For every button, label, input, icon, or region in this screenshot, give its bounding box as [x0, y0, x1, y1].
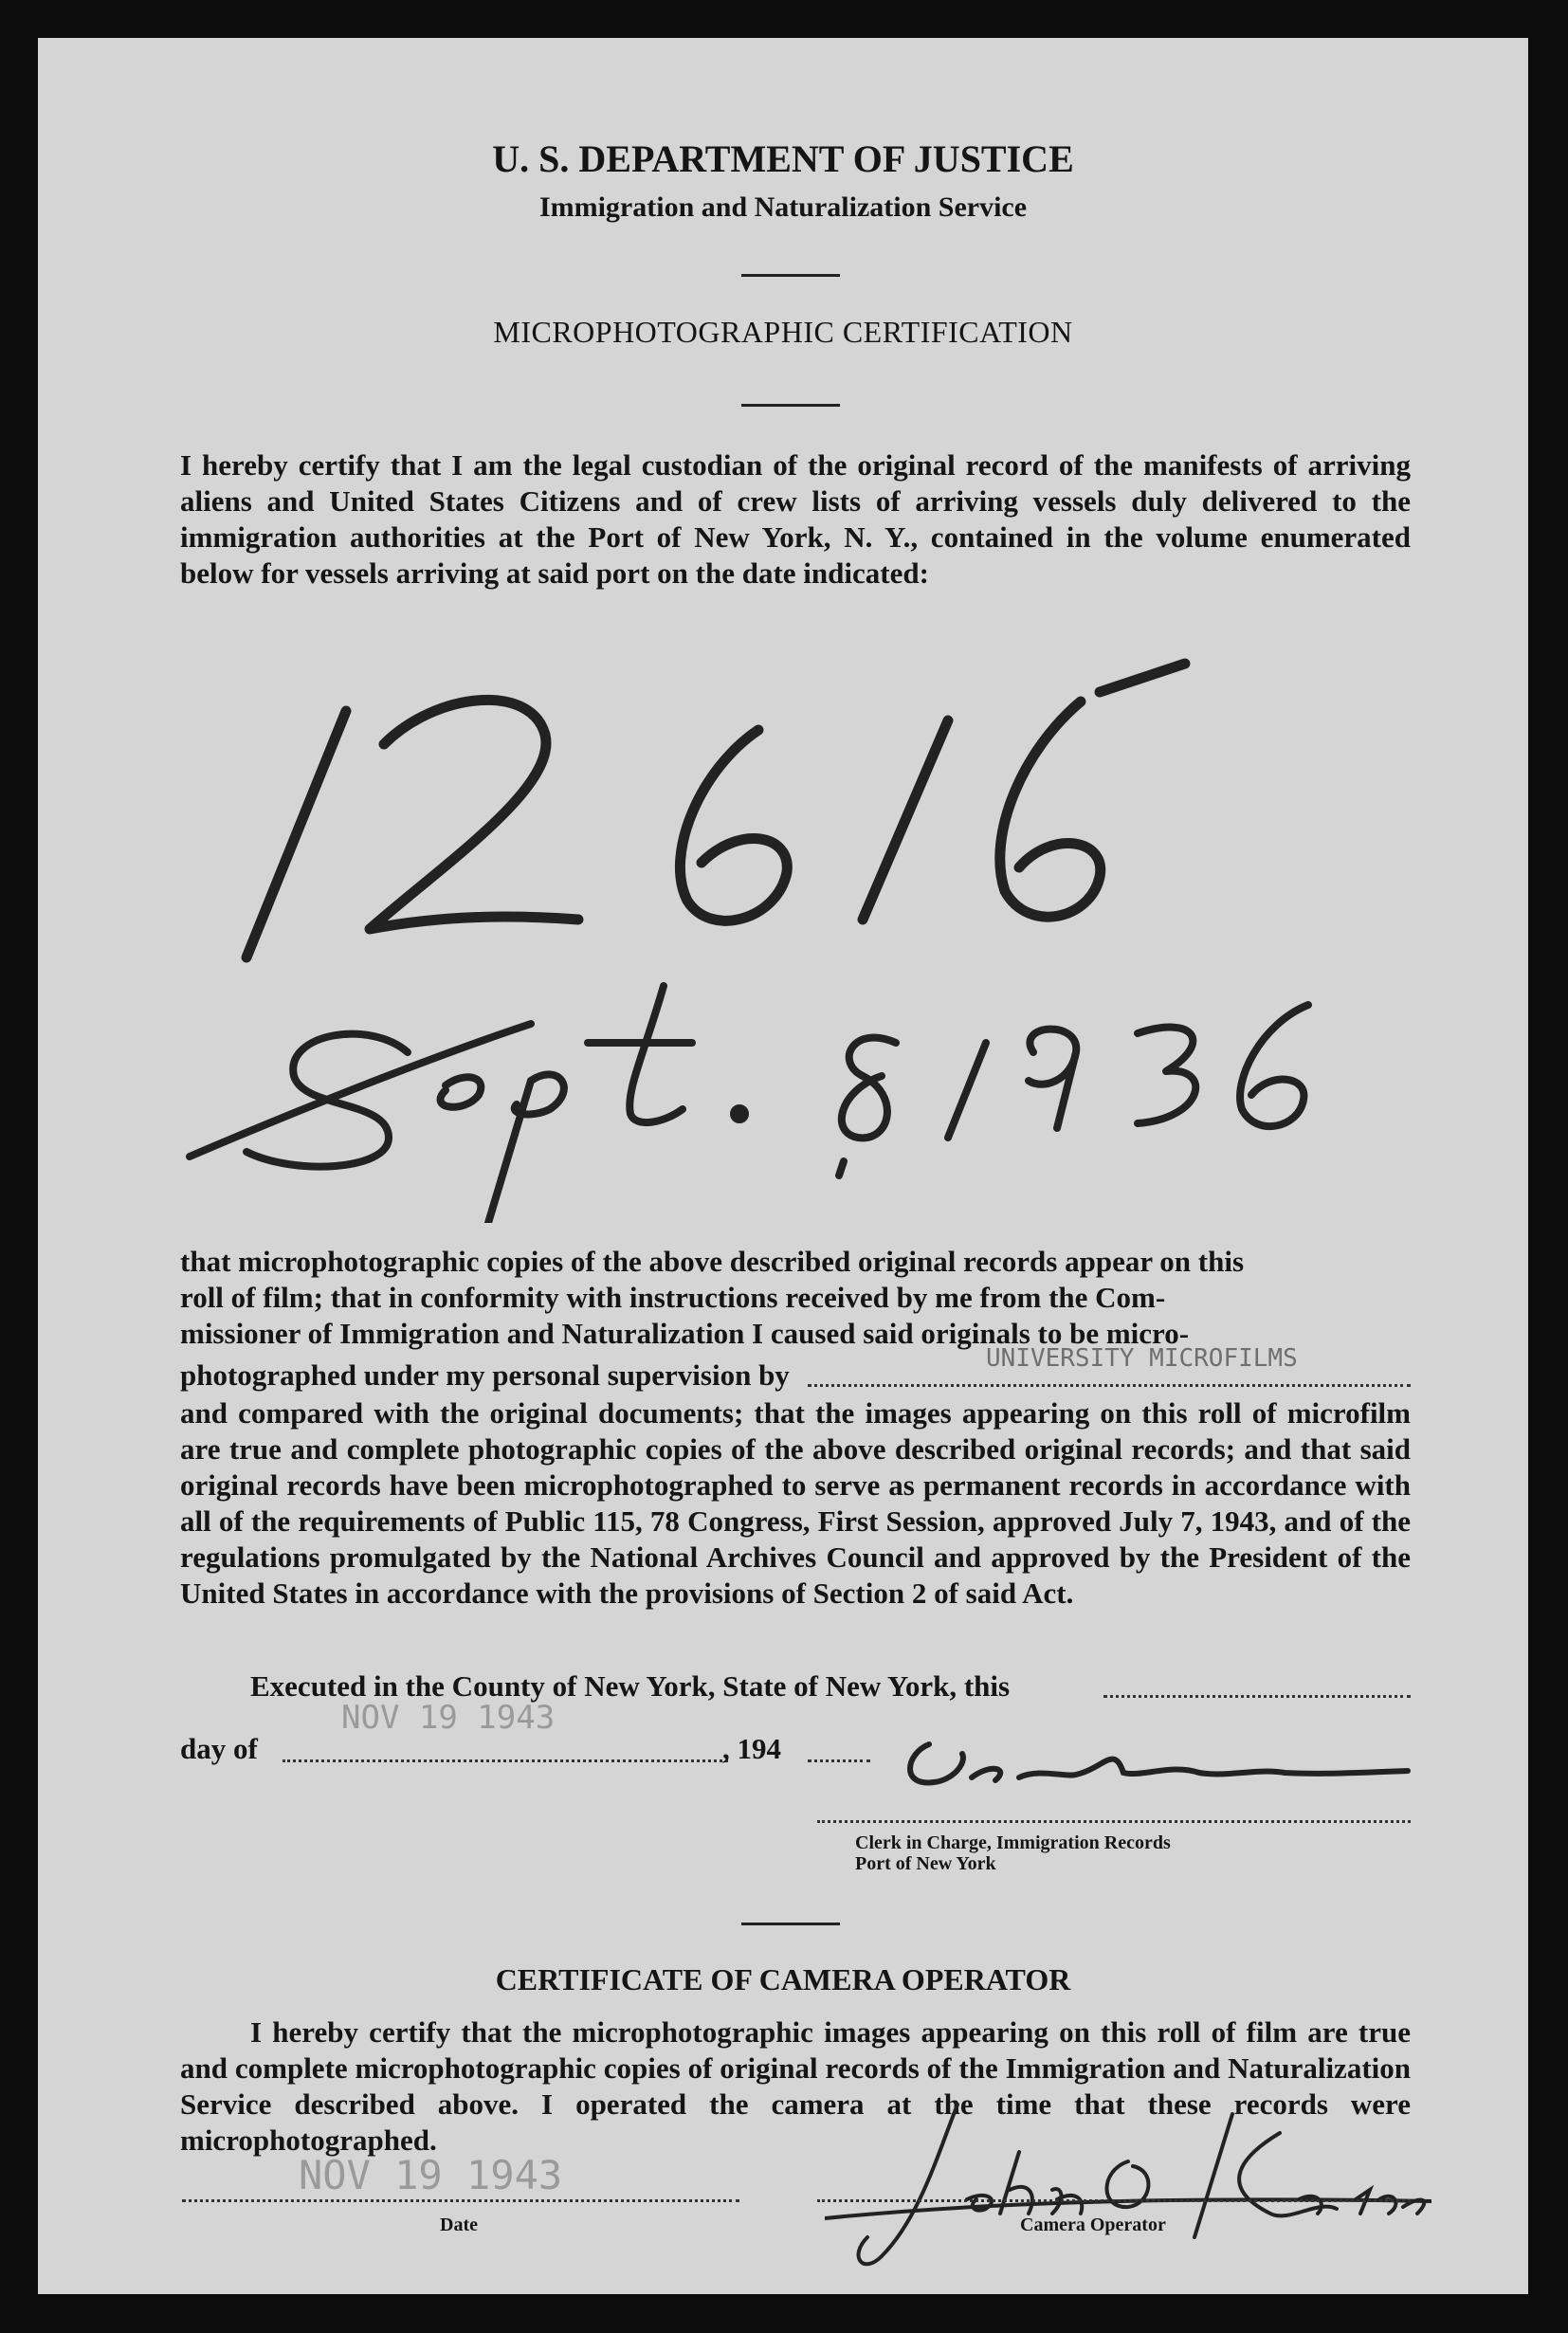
- supervisor-stamp: UNIVERSITY MICROFILMS: [986, 1344, 1298, 1373]
- clerk-signature: [886, 1725, 1417, 1801]
- supervisor-dotted-line: [808, 1384, 1411, 1387]
- camera-certificate-title: CERTIFICATE OF CAMERA OPERATOR: [495, 1962, 1071, 1996]
- day-dotted-line: [1103, 1695, 1411, 1698]
- camera-paragraph: I hereby certify that the microphotographic images appearing on this roll of film are true and complete microphotographic copies of original records of the Immigration and Naturalization Service described above. I operated the camera at the time that these records were microphotographed.: [180, 2015, 1411, 2157]
- department-title: U. S. DEPARTMENT OF JUSTICE: [492, 137, 1074, 180]
- clerk-signature-line: [817, 1820, 1411, 1823]
- body-line-1: that microphotographic copies of the above described original records appear on this: [180, 1245, 1245, 1278]
- clerk-office: Port of New York: [855, 1853, 996, 1874]
- divider: [741, 1923, 840, 1925]
- divider: [741, 274, 840, 277]
- date-dotted-line: [182, 2199, 739, 2202]
- operator-dotted-line: [817, 2199, 1411, 2202]
- execution-date-stamp: NOV 19 1943: [341, 1699, 556, 1737]
- handwritten-volume-number: [246, 664, 1185, 957]
- day-of-label: day of: [180, 1732, 258, 1765]
- divider: [741, 404, 840, 407]
- year-prefix: , 194: [722, 1732, 781, 1765]
- month-dotted-line: [283, 1759, 728, 1762]
- clerk-title: Clerk in Charge, Immigration Records: [855, 1832, 1171, 1853]
- body-line-2: roll of film; that in conformity with instructions received by me from the Com-: [180, 1281, 1166, 1314]
- certification-title: MICROPHOTOGRAPHIC CERTIFICATION: [493, 315, 1073, 349]
- handwritten-entries: [133, 645, 1479, 1223]
- certificate-page: [38, 38, 1528, 2294]
- camera-operator-label: Camera Operator: [1020, 2215, 1166, 2235]
- body-line-4: photographed under my personal supervision by: [180, 1358, 790, 1392]
- executed-text: Executed in the County of New York, State of New York, this: [250, 1669, 1011, 1703]
- body-line-3: missioner of Immigration and Naturalization I caused said originals to be micro-: [180, 1317, 1190, 1350]
- body-paragraph: and compared with the original documents; that the images appearing on this roll of microfilm are true and complete photographic copies of the above described original records; and that said original records have been microphotographed to serve as permanent records in accordance with all of the requirements of Public 115, 78 Congress, First Session, approved July 7, 1943, and of the regulations promulgated by the National Archives Council and approved by the President of the United States in accordance with the provisions of Section 2 of said Act.: [180, 1396, 1411, 1610]
- camera-operator-signature: [825, 2095, 1431, 2294]
- handwritten-arrival-date: [190, 986, 1308, 1223]
- year-dotted-line: [808, 1759, 870, 1762]
- camera-date-stamp: NOV 19 1943: [299, 2152, 563, 2198]
- intro-paragraph: I hereby certify that I am the legal custodian of the original record of the manifests of arriving aliens and United States Citizens and of crew lists of arriving vessels duly delivered to the immigration authorities at the Port of New York, N. Y., contained in the volume enumerated below for vessels arriving at said port on the date indicated:: [180, 448, 1411, 590]
- service-subtitle: Immigration and Naturalization Service: [538, 191, 1028, 223]
- date-label: Date: [440, 2215, 478, 2235]
